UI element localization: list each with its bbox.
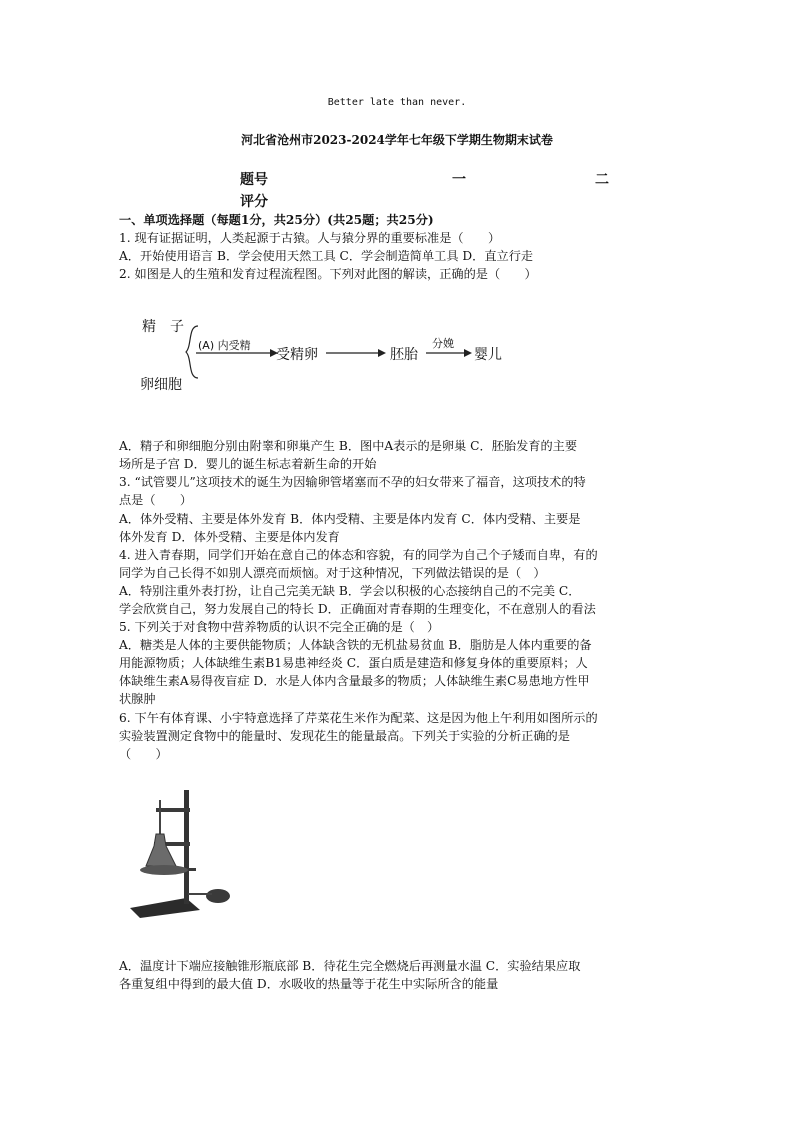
q1-stem: 1. 现有证据证明，人类起源于古猿。人与猿分界的重要标准是（ ） bbox=[119, 231, 501, 245]
brace-shape bbox=[186, 326, 198, 378]
reproduction-flow-diagram bbox=[130, 306, 530, 402]
page-motto: Better late than never. bbox=[327, 97, 467, 108]
q6-stem-line3: （ ） bbox=[119, 747, 168, 761]
apparatus-image bbox=[126, 786, 246, 920]
q5-options-line4: 状腺肿 bbox=[119, 692, 156, 706]
q3-options-line2: 体外发育 D．体外受精、主要是体内发育 bbox=[119, 530, 340, 544]
q2-options-line1: A．精子和卵细胞分别由附睾和卵巢产生 B．图中A表示的是卵巢 C．胚胎发育的主要 bbox=[119, 439, 578, 453]
q2-options-line2: 场所是子宫 D．婴儿的诞生标志着新生命的开始 bbox=[119, 457, 377, 471]
embryo-label: 胚胎 bbox=[390, 347, 418, 363]
q6-stem-line2: 实验装置测定食物中的能量时、发现花生的能量最高。下列关于实验的分析正确的是 bbox=[119, 729, 570, 743]
score-row-label-question: 题号 bbox=[240, 172, 268, 188]
q5-stem: 5. 下列关于对食物中营养物质的认识不完全正确的是（ ） bbox=[119, 620, 440, 634]
sperm-label: 精 子 bbox=[142, 319, 184, 335]
q3-options-line1: A．体外受精、主要是体外发育 B．体内受精、主要是体内发育 C．体内受精、主要是 bbox=[119, 512, 581, 526]
zygote-label: 受精卵 bbox=[276, 347, 318, 363]
q6-options-line1: A．温度计下端应接触锥形瓶底部 B．待花生完全燃烧后再测量水温 C．实验结果应取 bbox=[119, 959, 581, 973]
q4-stem-line1: 4. 进入青春期，同学们开始在意自己的体态和容貌，有的同学为自己个子矮而自卑，有的 bbox=[119, 548, 598, 562]
score-col-1: 一 bbox=[452, 172, 466, 188]
egg-label: 卵细胞 bbox=[140, 377, 182, 393]
stand-rod bbox=[184, 790, 189, 904]
clamp-top bbox=[156, 808, 190, 812]
tray bbox=[140, 865, 188, 875]
q1-options: A．开始使用语言 B．学会使用天然工具 C．学会制造简单工具 D．直立行走 bbox=[119, 249, 534, 263]
q6-options-line2: 各重复组中得到的最大值 D．水吸收的热量等于花生中实际所含的能量 bbox=[119, 977, 499, 991]
q2-stem: 2. 如图是人的生殖和发育过程流程图。下列对此图的解读，正确的是（ ） bbox=[119, 267, 537, 281]
flask bbox=[146, 834, 176, 866]
q5-options-line1: A．糖类是人体的主要供能物质；人体缺含铁的无机盐易贫血 B．脂肪是人体内重要的备 bbox=[119, 638, 592, 652]
birth-step-label: 分娩 bbox=[432, 337, 454, 350]
flow-diagram-svg bbox=[130, 306, 530, 402]
q4-options-line2: 学会欣赏自己，努力发展自己的特长 D．正确面对青春期的生理变化，不在意别人的看法 bbox=[119, 602, 596, 616]
exam-title: 河北省沧州市2023-2024学年七年级下学期生物期末试卷 bbox=[241, 133, 553, 147]
q4-options-line1: A．特别注重外表打扮，让自己完美无缺 B．学会以积极的心态接纳自己的不完美 C． bbox=[119, 584, 581, 598]
score-col-2: 二 bbox=[595, 172, 609, 188]
q5-options-line2: 用能源物质；人体缺维生素B1易患神经炎 C．蛋白质是建造和修复身体的重要原料；人 bbox=[119, 656, 588, 670]
stand-base bbox=[130, 898, 200, 918]
q4-stem-line2: 同学为自己长得不如别人漂亮而烦恼。对于这种情况，下列做法错误的是（ ） bbox=[119, 566, 546, 580]
score-row-label-score: 评分 bbox=[240, 194, 268, 210]
baby-label: 婴儿 bbox=[474, 347, 502, 363]
fertilization-step-label: (A) 内受精 bbox=[198, 339, 251, 352]
peanut-holder bbox=[206, 889, 230, 903]
arrowhead-2 bbox=[378, 349, 386, 357]
q6-stem-line1: 6. 下午有体育课、小宇特意选择了芹菜花生米作为配菜、这是因为他上午利用如图所示的 bbox=[119, 711, 598, 725]
arrowhead-3 bbox=[464, 349, 472, 357]
q3-stem-line2: 点是（ ） bbox=[119, 493, 193, 507]
q5-options-line3: 体缺维生素A易得夜盲症 D．水是人体内含量最多的物质；人体缺维生素C易患地方性甲 bbox=[119, 674, 590, 688]
q3-stem-line1: 3. “试管婴儿”这项技术的诞生为因输卵管堵塞而不孕的妇女带来了福音，这项技术的特 bbox=[119, 475, 586, 489]
apparatus-svg bbox=[126, 786, 246, 920]
section-heading: 一、单项选择题（每题1分，共25分）(共25题；共25分) bbox=[119, 213, 434, 227]
